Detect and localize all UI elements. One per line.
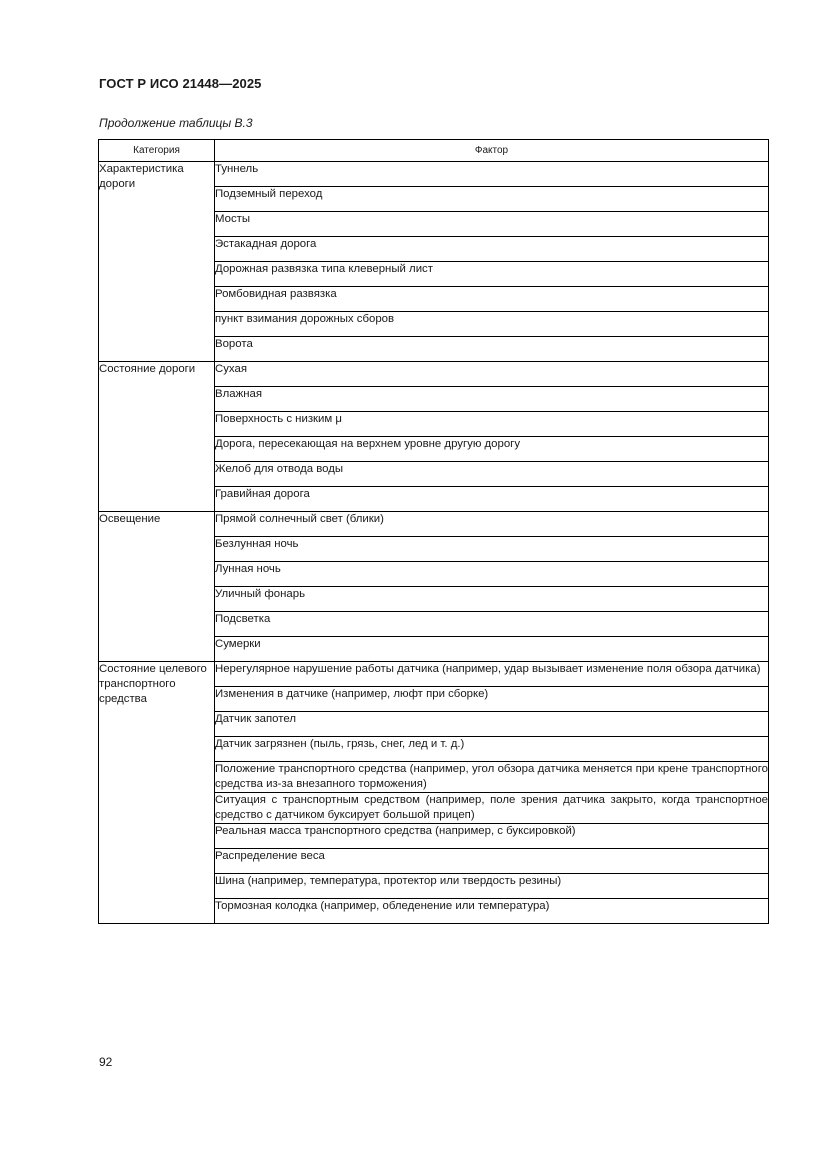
factor-cell: Прямой солнечный свет (блики): [215, 512, 769, 537]
factor-cell: Шина (например, температура, протектор или твердость резины): [215, 874, 769, 899]
factor-cell: Датчик запотел: [215, 712, 769, 737]
column-header-category: Категория: [99, 140, 215, 162]
factors-table: [98, 139, 769, 924]
factor-cell: Датчик загрязнен (пыль, грязь, снег, лед и т. д.): [215, 737, 769, 762]
table-row: [99, 662, 769, 687]
factor-cell: пункт взимания дорожных сборов: [215, 312, 769, 337]
factor-cell: Эстакадная дорога: [215, 237, 769, 262]
factor-cell: Лунная ночь: [215, 562, 769, 587]
factor-cell: Влажная: [215, 387, 769, 412]
table-caption: Продолжение таблицы В.3: [99, 116, 253, 130]
factor-cell: Распределение веса: [215, 849, 769, 874]
factor-cell: Туннель: [215, 162, 769, 187]
table-row: [99, 162, 769, 187]
column-header-factor: Фактор: [215, 140, 769, 162]
category-cell: Освещение: [99, 512, 215, 662]
factor-cell: Сухая: [215, 362, 769, 387]
factor-cell: Тормозная колодка (например, обледенение или температура): [215, 899, 769, 924]
factor-cell: Сумерки: [215, 637, 769, 662]
category-cell: Состояние дороги: [99, 362, 215, 512]
factor-cell: Уличный фонарь: [215, 587, 769, 612]
page-number: 92: [99, 1055, 113, 1069]
factor-cell: Ромбовидная развязка: [215, 287, 769, 312]
factor-cell: Дорога, пересекающая на верхнем уровне другую дорогу: [215, 437, 769, 462]
factor-cell: Дорожная развязка типа клеверный лист: [215, 262, 769, 287]
factor-cell: Поверхность с низким μ: [215, 412, 769, 437]
factor-cell: Желоб для отвода воды: [215, 462, 769, 487]
document-header: ГОСТ Р ИСО 21448—2025: [99, 76, 262, 91]
table-header-row: [99, 140, 769, 162]
factor-cell: Нерегулярное нарушение работы датчика (например, удар вызывает изменение поля обзора датчика): [215, 662, 769, 687]
factor-cell: Гравийная дорога: [215, 487, 769, 512]
factor-cell: Безлунная ночь: [215, 537, 769, 562]
table-row: [99, 512, 769, 537]
factor-cell: Подсветка: [215, 612, 769, 637]
factor-cell: Положение транспортного средства (например, угол обзора датчика меняется при крене транспортного средства из-за внезапного торможения): [215, 762, 769, 793]
category-cell: Характеристика дороги: [99, 162, 215, 362]
table-row: [99, 362, 769, 387]
factor-cell: Реальная масса транспортного средства (например, с буксировкой): [215, 824, 769, 849]
factor-cell: Изменения в датчике (например, люфт при сборке): [215, 687, 769, 712]
factor-cell: Ворота: [215, 337, 769, 362]
factor-cell: Мосты: [215, 212, 769, 237]
factor-cell: Подземный переход: [215, 187, 769, 212]
category-cell: Состояние целевого транспортного средства: [99, 662, 215, 924]
factor-cell: Ситуация с транспортным средством (например, поле зрения датчика закрыто, когда транспортное средство с датчиком буксирует большой прицеп): [215, 793, 769, 824]
